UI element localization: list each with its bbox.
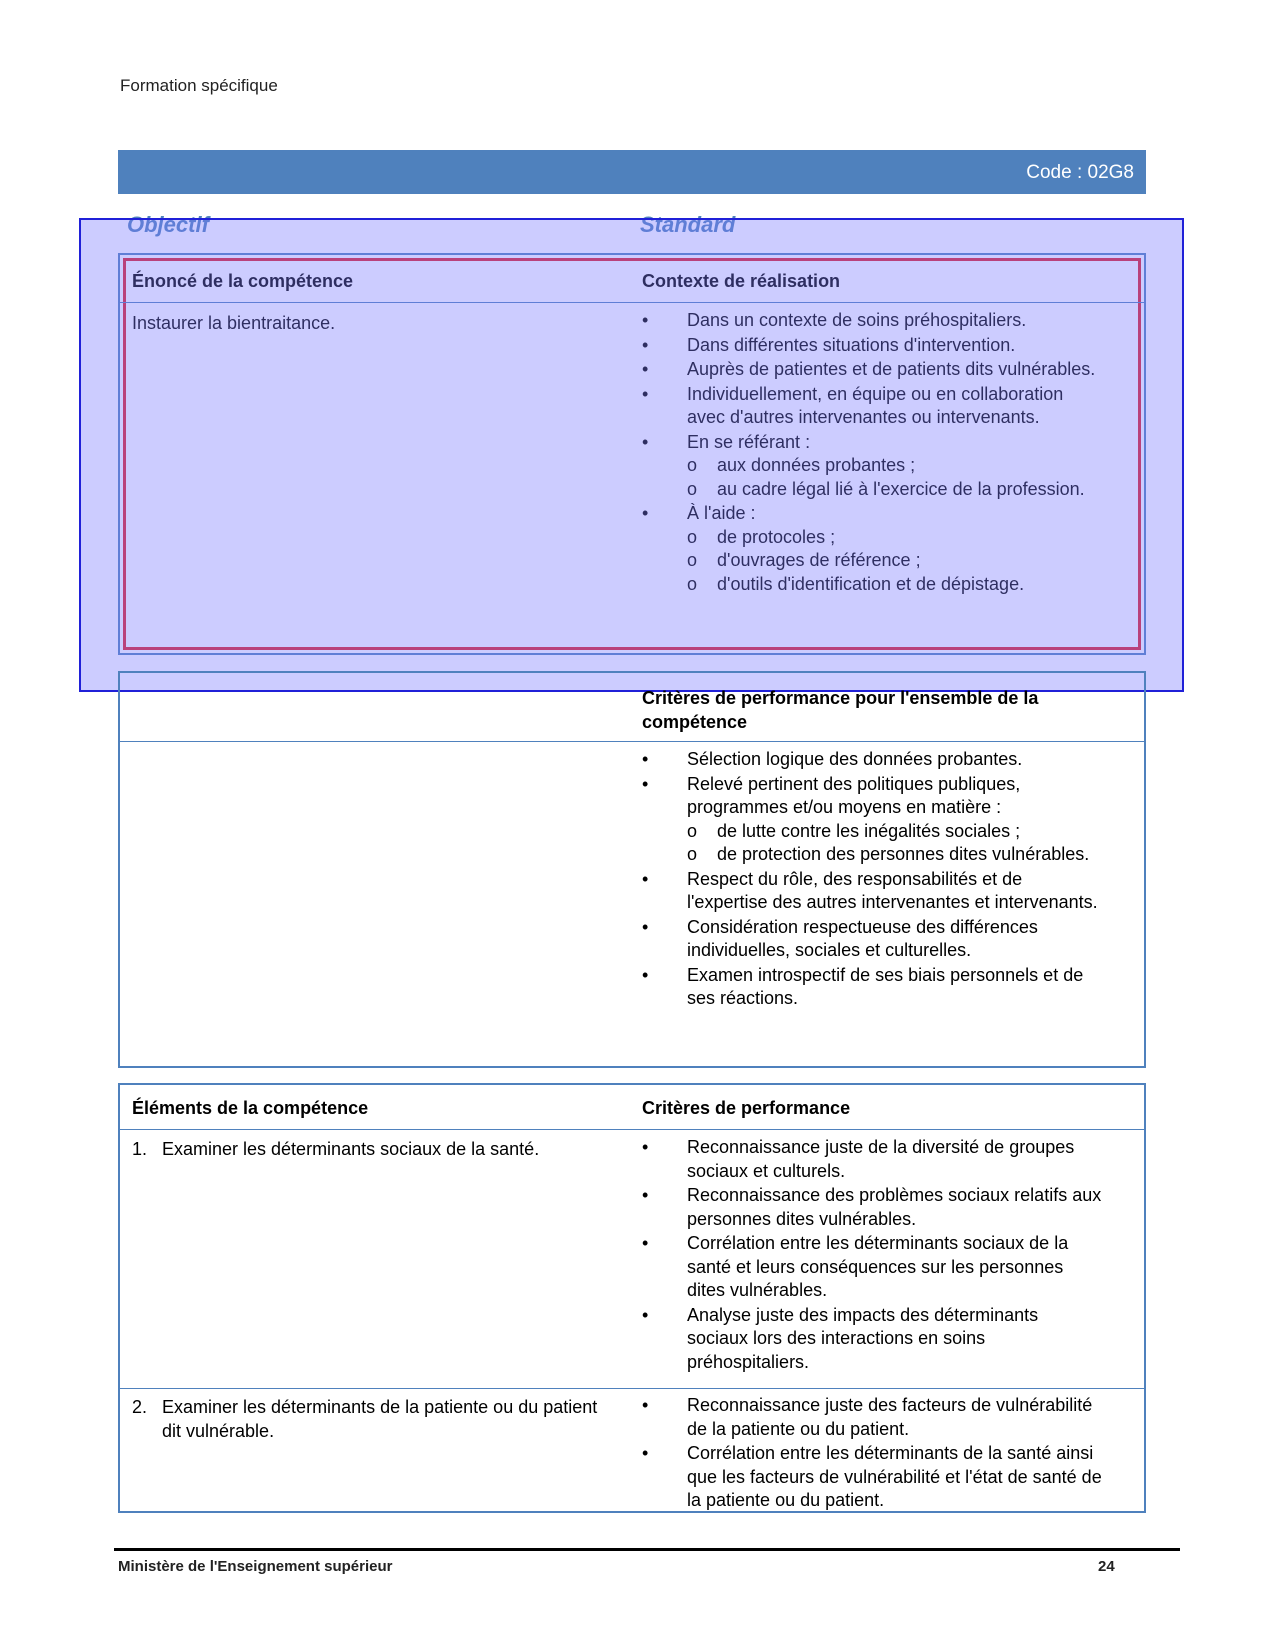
element-2-number: 2.: [132, 1397, 148, 1417]
selection-overlay: [79, 218, 1184, 692]
section-label: Formation spécifique: [120, 76, 278, 95]
overall-criteria-list: [642, 748, 1102, 1012]
list-item: • Considération respectueuse des différences individuelles, sociales et culturelles.: [642, 916, 1102, 963]
enonce-title: Énoncé de la compétence: [132, 271, 354, 291]
code-bar: [118, 150, 1146, 194]
element-1-text: Examiner les déterminants sociaux de la santé.: [162, 1139, 540, 1159]
element-2-text: Examiner les déterminants de la patiente ou du patient dit vulnérable.: [162, 1397, 598, 1441]
list-item: • Individuellement, en équipe ou en collaboration avec d'autres intervenantes ou intervenants.: [642, 383, 1102, 430]
list-item: • Dans différentes situations d'intervention.: [642, 334, 1102, 358]
contexte-title: Contexte de réalisation: [642, 271, 841, 291]
list-item: • Examen introspectif de ses biais personnels et de ses réactions.: [642, 964, 1102, 1011]
sub-item: o de protection des personnes dites vulnérables.: [687, 843, 1102, 867]
criteria-title: Critères de performance: [642, 1098, 851, 1118]
list-item: • Dans un contexte de soins préhospitaliers.: [642, 309, 1102, 333]
sub-item: o d'ouvrages de référence ;: [687, 549, 1102, 573]
sub-item: o de protocoles ;: [687, 526, 1102, 550]
row-divider: [120, 1085, 1144, 1389]
list-item: • Auprès de patientes et de patients dits vulnérables.: [642, 358, 1102, 382]
list-item: • Reconnaissance juste de la diversité de groupes sociaux et culturels.: [642, 1136, 1102, 1183]
sub-item: o de lutte contre les inégalités sociales ;: [687, 820, 1102, 844]
list-item: [642, 773, 1102, 867]
footer-rule: [114, 1548, 1180, 1551]
standard-heading: Standard: [640, 212, 736, 237]
sub-item: o aux données probantes ;: [687, 454, 1102, 478]
overall-criteria-title: Critères de performance pour l'ensemble de la compétence: [642, 688, 1039, 732]
list-item: • Corrélation entre les déterminants de la santé ainsi que les facteurs de vulnérabilité et l'état de santé de la patiente ou du patient.: [642, 1442, 1102, 1513]
list-item: • Reconnaissance des problèmes sociaux relatifs aux personnes dites vulnérables.: [642, 1184, 1102, 1231]
course-code: Code : 02G8: [1026, 162, 1134, 183]
objectif-heading: Objectif: [127, 212, 209, 237]
sub-item: o d'outils d'identification et de dépistage.: [687, 573, 1102, 597]
overall-criteria-box: [118, 671, 1146, 1068]
list-item-label: À l'aide :: [687, 503, 756, 523]
element-1-number: 1.: [132, 1139, 148, 1159]
list-item-label: En se référant :: [687, 431, 811, 452]
page-number: 24: [1098, 1558, 1115, 1575]
list-item: • Sélection logique des données probantes.: [642, 748, 1102, 772]
elements-title: Éléments de la compétence: [132, 1098, 369, 1118]
element-2-criteria: [642, 1394, 1102, 1514]
list-item: • Analyse juste des impacts des déterminants sociaux lors des interactions en soins préhospitaliers.: [642, 1304, 1102, 1375]
list-item: • Reconnaissance juste des facteurs de vulnérabilité de la patiente ou du patient.: [642, 1394, 1102, 1441]
list-item: • Corrélation entre les déterminants sociaux de la santé et leurs conséquences sur les personnes dites vulnérables.: [642, 1232, 1102, 1303]
enonce-text: Instaurer la bientraitance.: [132, 313, 336, 333]
footer-ministry: Ministère de l'Enseignement supérieur: [118, 1558, 393, 1575]
sub-item: o au cadre légal lié à l'exercice de la profession.: [687, 478, 1102, 502]
list-item: • Respect du rôle, des responsabilités et de l'expertise des autres intervenantes et intervenants.: [642, 868, 1102, 915]
sublist: [687, 820, 1102, 867]
list-item-label: Relevé pertinent des politiques publiques, programmes et/ou moyens en matière :: [687, 773, 1021, 817]
elements-box: [118, 1083, 1146, 1513]
